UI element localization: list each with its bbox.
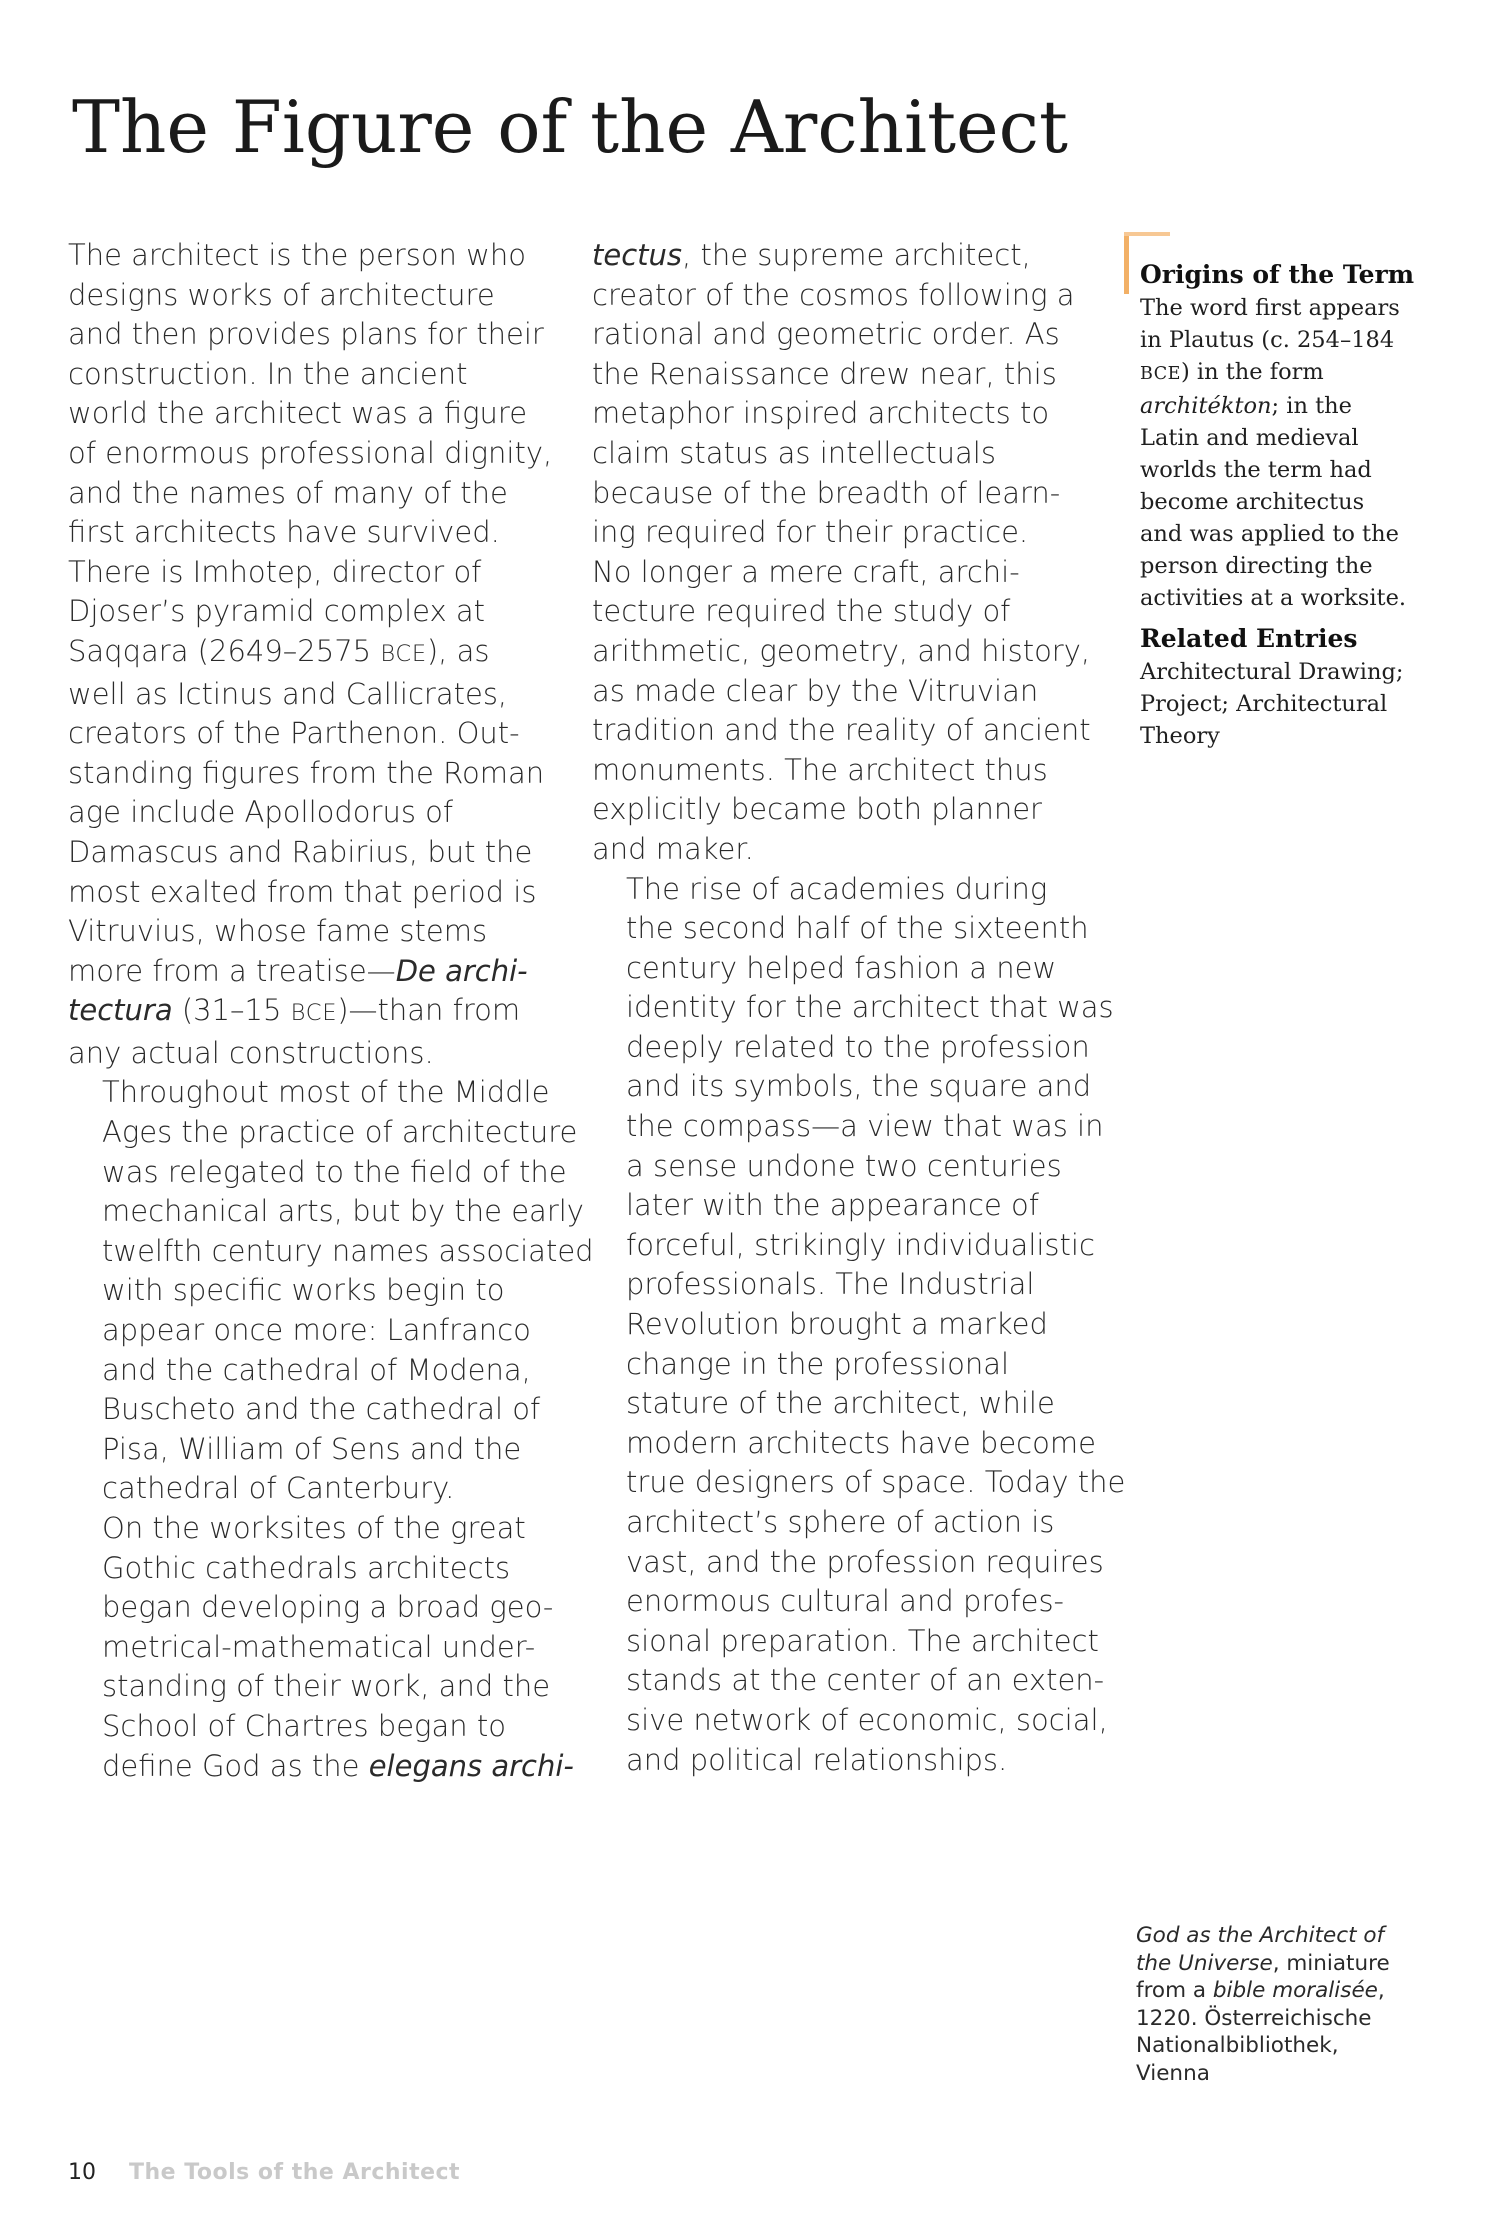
text-line: change in the professional — [626, 1346, 1010, 1381]
paragraph — [68, 236, 578, 1073]
text-line: and the cathedral of Modena, — [102, 1352, 531, 1387]
text-line: become architectus — [1140, 489, 1365, 515]
running-head: The Tools of the Architect — [129, 2160, 461, 2185]
text-line: construction. In the ancient — [68, 356, 468, 391]
text-line: forceful, strikingly individualistic — [626, 1227, 1095, 1262]
text-line: sive network of economic, social, — [626, 1702, 1108, 1737]
text-line: activities at a worksite. — [1140, 585, 1407, 611]
sidebar-accent-tick — [1124, 232, 1170, 236]
figure-caption — [1136, 1922, 1466, 2087]
text-line: The rise of academies during — [626, 871, 1048, 906]
text-line: There is Imhotep, director of — [68, 554, 482, 589]
paragraph — [68, 1073, 594, 1509]
text-line: worlds the term had — [1140, 457, 1372, 483]
text-line: metaphor inspired architects to — [592, 396, 1050, 431]
text-line: was relegated to the field of the — [102, 1154, 567, 1189]
text-line: mechanical arts, but by the early — [102, 1194, 584, 1229]
text-line: and its symbols, the square and — [626, 1069, 1092, 1104]
text-line: tectura (31–15 BCE)—than from — [68, 993, 521, 1028]
text-line: Theory — [1140, 723, 1220, 749]
related-entries-text — [1140, 656, 1460, 752]
text-line: stature of the architect, while — [626, 1386, 1055, 1421]
text-line: sional preparation. The architect — [626, 1623, 1099, 1658]
text-line: stands at the center of an exten- — [626, 1663, 1105, 1698]
text-line: Saqqara (2649–2575 BCE), as — [68, 633, 490, 668]
text-line: more from a treatise—De archi- — [68, 953, 528, 988]
text-line: well as Ictinus and Callicrates, — [68, 676, 508, 711]
text-line: of enormous professional dignity, — [68, 435, 553, 470]
text-line: as made clear by the Vitruvian — [592, 673, 1039, 708]
text-line: cathedral of Canterbury. — [102, 1471, 455, 1506]
text-line: and was applied to the — [1140, 521, 1399, 547]
text-line: The architect is the person who — [68, 238, 526, 272]
page-footer — [68, 2158, 460, 2188]
text-line: century helped fashion a new — [626, 950, 1057, 985]
text-line: the Universe, miniature — [1136, 1950, 1390, 1976]
paragraph — [68, 1509, 578, 1786]
text-line: and maker. — [592, 831, 754, 866]
text-line: 1220. Österreichische — [1136, 2005, 1372, 2031]
text-line: metrical-mathematical under- — [102, 1629, 536, 1664]
origins-text — [1140, 292, 1460, 614]
text-line: Djoser’s pyramid complex at — [68, 594, 486, 629]
related-entries-heading: Related Entries — [1140, 624, 1358, 653]
text-line: the compass—a view that was in — [626, 1109, 1104, 1144]
text-line: arithmetic, geometry, and history, — [592, 633, 1091, 668]
text-line: Pisa, William of Sens and the — [102, 1431, 522, 1466]
text-line: true designers of space. Today the — [626, 1465, 1126, 1500]
text-line: monuments. The architect thus — [592, 752, 1048, 787]
text-line: explicitly became both planner — [592, 792, 1042, 827]
text-line: because of the breadth of learn- — [592, 475, 1061, 510]
text-line: architect’s sphere of action is — [626, 1505, 1055, 1539]
text-line: ing required for their practice. — [592, 515, 1029, 550]
text-line: tradition and the reality of ancient — [592, 713, 1091, 748]
text-line: rational and geometric order. As — [592, 317, 1060, 352]
text-line: a sense undone two centuries — [626, 1148, 1062, 1183]
text-line: first architects have survived. — [68, 515, 500, 550]
paragraph — [592, 870, 1126, 1781]
text-line: Architectural Drawing; — [1140, 659, 1404, 685]
text-line: No longer a mere craft, archi- — [592, 554, 1020, 589]
text-line: and political relationships. — [626, 1742, 1008, 1777]
text-line: in Plautus (c. 254–184 — [1140, 327, 1395, 353]
text-line: professionals. The Industrial — [626, 1267, 1035, 1302]
body-column-1 — [68, 236, 594, 1786]
text-line: person directing the — [1140, 553, 1373, 579]
sidebar — [1140, 258, 1460, 760]
text-line: world the architect was a figure — [68, 396, 528, 431]
text-line: twelfth century names associated — [102, 1233, 594, 1268]
text-line: and the names of many of the — [68, 475, 508, 510]
text-line: age include Apollodorus of — [68, 795, 454, 830]
text-line: Latin and medieval — [1140, 425, 1359, 451]
text-line: enormous cultural and profes- — [626, 1584, 1065, 1619]
text-line: the Renaissance drew near, this — [592, 356, 1057, 391]
text-line: The word first appears — [1140, 295, 1400, 321]
text-line: Throughout most of the Middle — [102, 1075, 550, 1110]
text-line: Ages the practice of architecture — [102, 1115, 578, 1150]
origins-heading: Origins of the Term — [1140, 260, 1415, 289]
text-line: Vitruvius, whose fame stems — [68, 914, 488, 949]
page-number: 10 — [68, 2160, 96, 2185]
text-line: most exalted from that period is — [68, 874, 537, 909]
text-line: School of Chartres began to — [102, 1708, 506, 1743]
text-line: On the worksites of the great — [102, 1511, 526, 1545]
text-line: Project; Architectural — [1140, 691, 1388, 717]
text-line: later with the appearance of — [626, 1188, 1039, 1223]
text-line: identity for the architect that was — [626, 990, 1114, 1025]
text-line: Nationalbibliothek, — [1136, 2033, 1339, 2058]
text-line: architékton; in the — [1140, 393, 1352, 419]
text-line: began developing a broad geo- — [102, 1590, 554, 1625]
text-line: creator of the cosmos following a — [592, 277, 1075, 312]
text-line: claim status as intellectuals — [592, 435, 996, 470]
page-title: The Figure of the Architect — [72, 85, 1068, 169]
body-column-2 — [592, 236, 1126, 1780]
sidebar-accent-bar — [1124, 232, 1129, 294]
text-line: Gothic cathedrals architects — [102, 1550, 511, 1585]
text-line: deeply related to the profession — [626, 1029, 1090, 1064]
text-line: the second half of the sixteenth — [626, 911, 1089, 946]
text-line: from a bible moralisée, — [1136, 1978, 1385, 2003]
text-line: standing figures from the Roman — [68, 755, 545, 790]
text-line: tecture required the study of — [592, 594, 1011, 629]
text-line: any actual constructions. — [68, 1035, 434, 1070]
text-line: standing of their work, and the — [102, 1669, 551, 1704]
text-line: Buscheto and the cathedral of — [102, 1392, 541, 1427]
text-line: vast, and the profession requires — [626, 1544, 1104, 1579]
text-line: and then provides plans for their — [68, 317, 544, 352]
text-line: Damascus and Rabirius, but the — [68, 834, 533, 869]
text-line: designs works of architecture — [68, 277, 495, 312]
text-line: creators of the Parthenon. Out- — [68, 716, 520, 751]
paragraph — [592, 236, 1102, 870]
text-line: tectus, the supreme architect, — [592, 238, 1031, 272]
text-line: Revolution brought a marked — [626, 1307, 1048, 1342]
text-line: God as the Architect of — [1136, 1923, 1385, 1948]
text-line: BCE) in the form — [1140, 359, 1324, 385]
text-line: modern architects have become — [626, 1425, 1096, 1460]
text-line: Vienna — [1136, 2060, 1210, 2086]
text-line: appear once more: Lanfranco — [102, 1313, 531, 1348]
text-line: with specific works begin to — [102, 1273, 505, 1308]
text-line: define God as the elegans archi- — [102, 1748, 574, 1783]
